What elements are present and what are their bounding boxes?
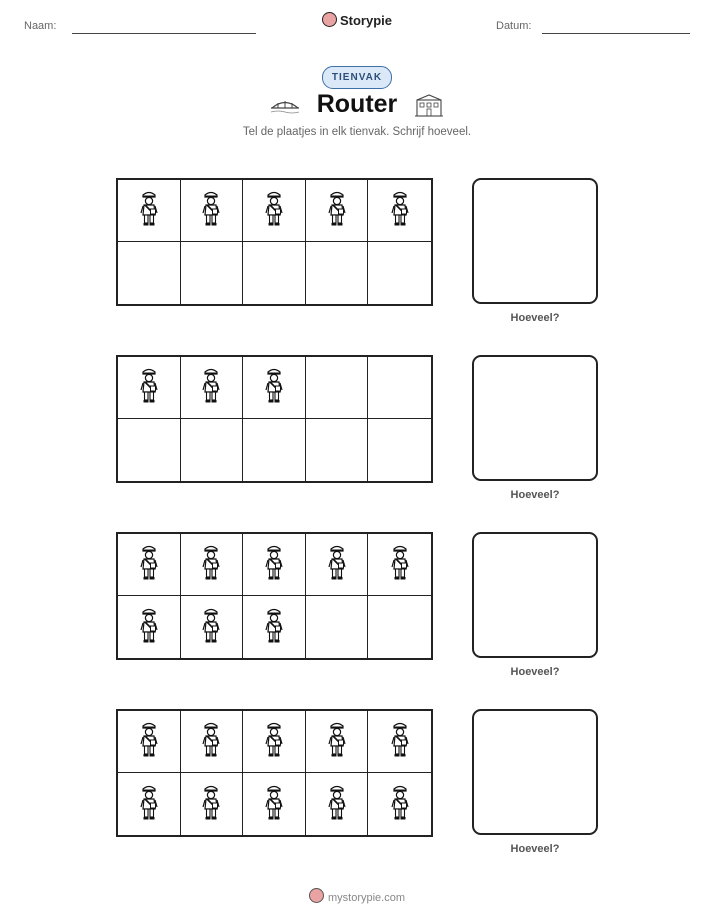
postman-icon xyxy=(199,719,223,764)
page-title: Router xyxy=(316,90,398,118)
postman-icon xyxy=(199,782,223,827)
frame-cell xyxy=(368,180,431,242)
frame-cell xyxy=(306,534,369,596)
how-many-label: Hoeveel? xyxy=(510,489,560,501)
postman-icon xyxy=(325,542,349,587)
bear-face-icon xyxy=(309,888,324,903)
frame-cell xyxy=(118,711,181,773)
frame-cell xyxy=(181,180,244,242)
postman-icon xyxy=(137,542,161,587)
frame-cell xyxy=(243,242,306,304)
frame-cell xyxy=(368,419,431,481)
frame-cell xyxy=(118,180,181,242)
postman-icon xyxy=(199,605,223,650)
frame-cell xyxy=(306,596,369,658)
frame-cell xyxy=(181,711,244,773)
footer xyxy=(0,888,714,904)
how-many-label: Hoeveel? xyxy=(510,666,560,678)
frame-cell xyxy=(368,242,431,304)
postman-icon xyxy=(137,719,161,764)
frame-cell xyxy=(368,357,431,419)
postman-icon xyxy=(262,365,286,410)
postman-icon xyxy=(262,188,286,233)
postman-icon xyxy=(137,605,161,650)
ten-frame xyxy=(116,178,433,306)
frame-cell xyxy=(118,357,181,419)
frame-cell xyxy=(118,242,181,304)
frame-cell xyxy=(243,419,306,481)
frame-cell xyxy=(118,534,181,596)
postman-icon xyxy=(137,365,161,410)
instructions: Tel de plaatjes in elk tienvak. Schrijf hoeveel. xyxy=(242,126,472,138)
frame-cell xyxy=(181,596,244,658)
name-line[interactable] xyxy=(72,33,256,34)
postman-icon xyxy=(199,542,223,587)
date-label: Datum: xyxy=(496,20,532,32)
frame-cell xyxy=(118,773,181,835)
frame-cell xyxy=(243,773,306,835)
worksheet-type-badge: TIENVAK xyxy=(322,66,392,89)
answer-box[interactable] xyxy=(472,709,598,835)
postman-icon xyxy=(262,605,286,650)
frame-cell xyxy=(243,534,306,596)
frame-cell xyxy=(243,357,306,419)
frame-cell xyxy=(368,711,431,773)
frame-cell xyxy=(306,419,369,481)
frame-cell xyxy=(118,419,181,481)
frame-cell xyxy=(306,357,369,419)
postman-icon xyxy=(388,542,412,587)
frame-cell xyxy=(243,596,306,658)
brand-logo xyxy=(0,12,714,28)
frame-cell xyxy=(181,534,244,596)
how-many-label: Hoeveel? xyxy=(510,843,560,855)
postman-icon xyxy=(262,719,286,764)
frame-cell xyxy=(306,711,369,773)
frame-cell xyxy=(368,773,431,835)
postman-icon xyxy=(199,365,223,410)
answer-box[interactable] xyxy=(472,355,598,481)
postman-icon xyxy=(325,719,349,764)
brand-name: Storypie xyxy=(339,13,392,28)
postman-icon xyxy=(325,782,349,827)
postman-icon xyxy=(137,782,161,827)
ten-frame xyxy=(116,532,433,660)
frame-cell xyxy=(118,596,181,658)
frame-cell xyxy=(306,180,369,242)
postman-icon xyxy=(262,782,286,827)
frame-cell xyxy=(243,711,306,773)
frame-cell xyxy=(306,242,369,304)
answer-box[interactable] xyxy=(472,532,598,658)
how-many-label: Hoeveel? xyxy=(510,312,560,324)
ten-frame xyxy=(116,709,433,837)
frame-cell xyxy=(181,357,244,419)
footer-url: mystorypie.com xyxy=(327,892,406,904)
frame-cell xyxy=(181,419,244,481)
ten-frame xyxy=(116,355,433,483)
frame-cell xyxy=(306,773,369,835)
frame-cell xyxy=(368,534,431,596)
postman-icon xyxy=(388,719,412,764)
frame-cell xyxy=(181,773,244,835)
postman-icon xyxy=(325,188,349,233)
bear-face-icon xyxy=(322,12,337,27)
answer-box[interactable] xyxy=(472,178,598,304)
frame-cell xyxy=(243,180,306,242)
frame-cell xyxy=(181,242,244,304)
postman-icon xyxy=(137,188,161,233)
postman-icon xyxy=(388,782,412,827)
frame-cell xyxy=(368,596,431,658)
postman-icon xyxy=(262,542,286,587)
building-icon xyxy=(413,94,445,118)
postman-icon xyxy=(388,188,412,233)
name-label: Naam: xyxy=(24,20,57,32)
postman-icon xyxy=(199,188,223,233)
date-line[interactable] xyxy=(542,33,690,34)
